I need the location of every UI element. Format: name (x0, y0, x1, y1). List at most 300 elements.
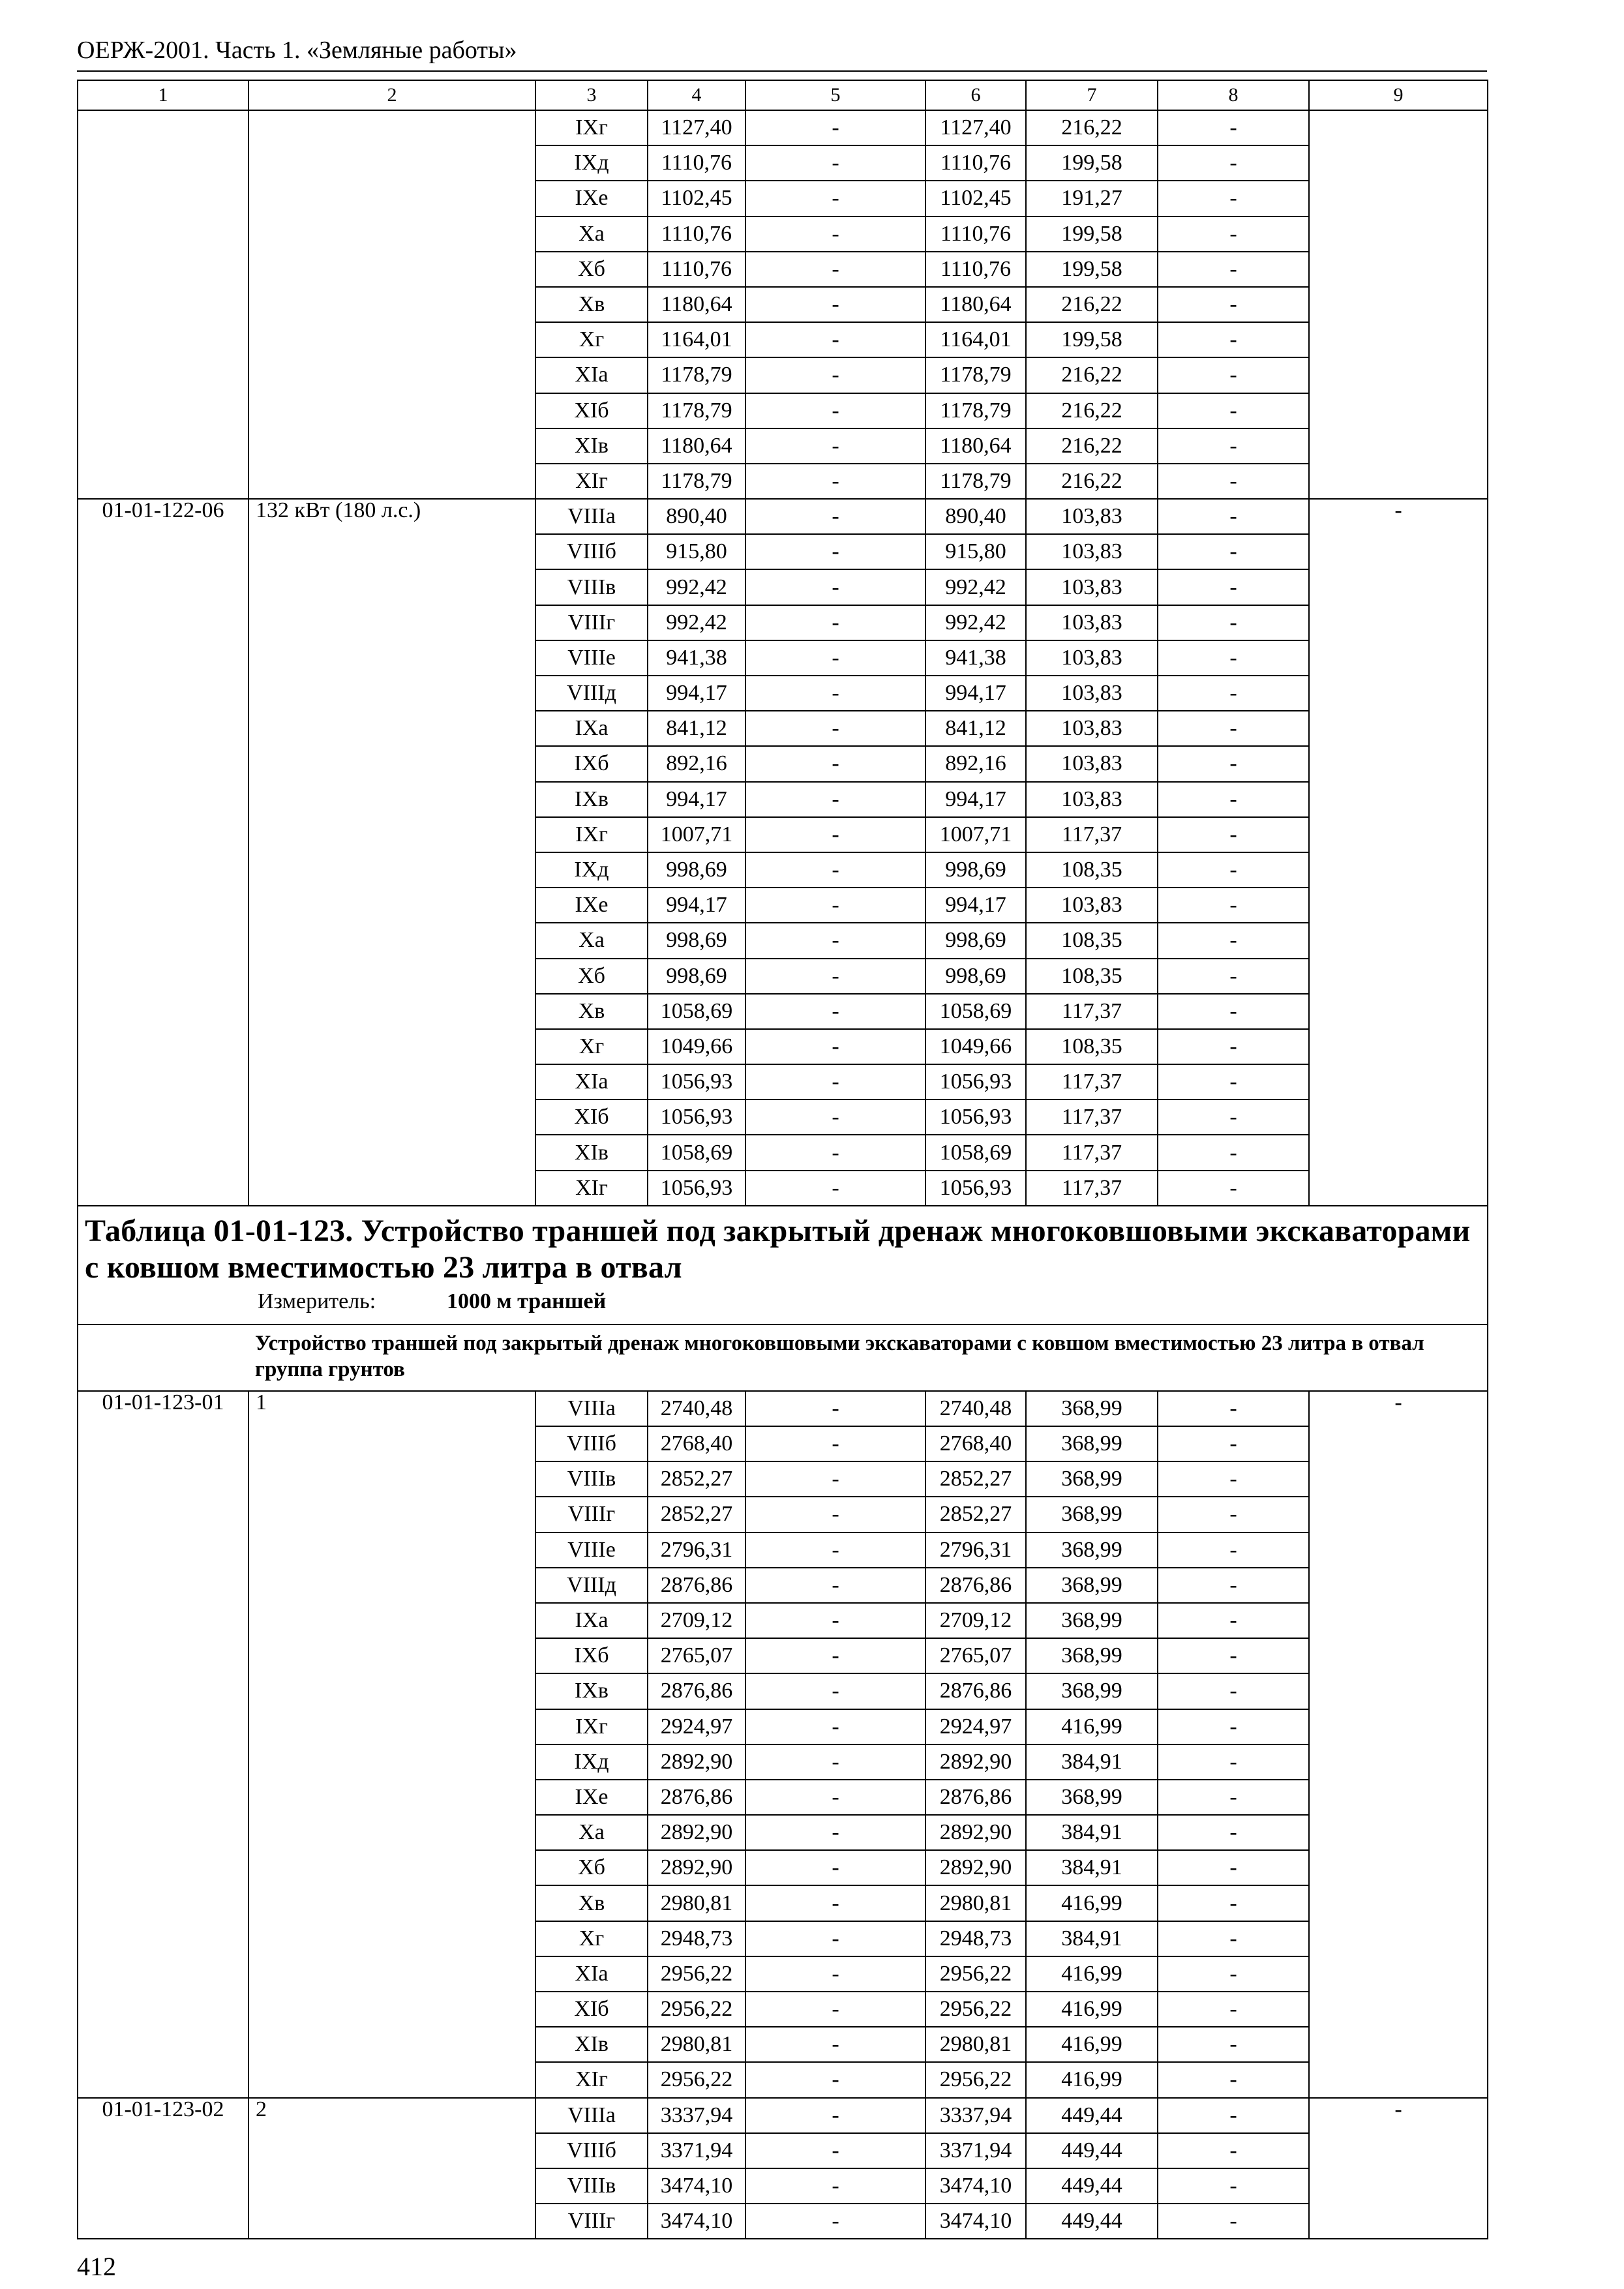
table-cell: 1178,79 (925, 464, 1026, 499)
table-cell: - (745, 923, 925, 958)
table-cell: 216,22 (1026, 357, 1158, 393)
table-cell: - (745, 322, 925, 357)
table-cell: - (1158, 888, 1309, 923)
table-cell: - (745, 1603, 925, 1638)
empty-name-cell (248, 110, 535, 499)
table-cell: IXд (535, 145, 648, 181)
table-cell: 108,35 (1026, 923, 1158, 958)
table-cell: - (745, 1850, 925, 1885)
table-cell: 1180,64 (925, 287, 1026, 322)
meter-label: Измеритель: (258, 1289, 376, 1313)
table-cell: VIIIб (535, 534, 648, 569)
col9-value: - (1309, 499, 1488, 1206)
table-cell: 2876,86 (648, 1568, 745, 1603)
table-cell: 915,80 (925, 534, 1026, 569)
table-cell: - (1158, 1391, 1309, 1426)
table-cell: - (745, 994, 925, 1029)
table-cell: - (745, 217, 925, 252)
table-cell: - (1158, 1064, 1309, 1100)
table-cell: 3474,10 (925, 2168, 1026, 2204)
table-cell: 2740,48 (925, 1391, 1026, 1426)
table-cell: 3337,94 (925, 2098, 1026, 2133)
table-cell: 1058,69 (648, 1135, 745, 1170)
table-cell: Xв (535, 1885, 648, 1921)
rate-code: 01-01-123-01 (78, 1391, 248, 2098)
table-cell: 199,58 (1026, 145, 1158, 181)
rates-table (77, 80, 1488, 2239)
table-cell: 416,99 (1026, 1885, 1158, 1921)
table-cell: 416,99 (1026, 1956, 1158, 1992)
table-cell: Xг (535, 322, 648, 357)
table-cell: - (745, 1568, 925, 1603)
table-cell: - (1158, 1426, 1309, 1461)
table-cell: - (745, 1673, 925, 1709)
table-cell: - (1158, 2027, 1309, 2062)
table-cell: - (1158, 1885, 1309, 1921)
table-cell: 1127,40 (648, 110, 745, 145)
table-cell: - (745, 1638, 925, 1673)
table-cell: - (1158, 1568, 1309, 1603)
table-cell: - (745, 287, 925, 322)
table-cell: VIIIв (535, 569, 648, 605)
table-cell: Xб (535, 1850, 648, 1885)
table-cell: - (745, 817, 925, 852)
column-number-cell: 9 (1309, 80, 1488, 110)
table-cell: - (745, 2204, 925, 2239)
table-cell: 2876,86 (648, 1673, 745, 1709)
empty-col9-cell (1309, 110, 1488, 499)
table-cell: 2956,22 (925, 2062, 1026, 2097)
table-cell: - (745, 252, 925, 287)
table-cell: 1178,79 (925, 357, 1026, 393)
table-cell: 368,99 (1026, 1780, 1158, 1815)
table-cell: 994,17 (925, 888, 1026, 923)
table-cell: - (1158, 1029, 1309, 1064)
table-cell: - (1158, 1673, 1309, 1709)
rate-code: 01-01-122-06 (78, 499, 248, 1206)
table-cell: 2852,27 (648, 1497, 745, 1532)
table-cell: IXе (535, 888, 648, 923)
table-cell: VIIIд (535, 1568, 648, 1603)
table-cell: 384,91 (1026, 1921, 1158, 1956)
table-cell: 2765,07 (925, 1638, 1026, 1673)
table-row (78, 1391, 1488, 1426)
table-cell: - (745, 640, 925, 676)
table-cell: 998,69 (925, 959, 1026, 994)
table-cell: Xа (535, 217, 648, 252)
table-cell: - (745, 1992, 925, 2027)
table-cell: 1056,93 (925, 1171, 1026, 1206)
table-cell: 103,83 (1026, 640, 1158, 676)
table-cell: 2948,73 (925, 1921, 1026, 1956)
table-cell: - (1158, 817, 1309, 852)
table-cell: 915,80 (648, 534, 745, 569)
table-cell: 890,40 (925, 499, 1026, 534)
table-cell: - (745, 1391, 925, 1426)
table-cell: - (745, 357, 925, 393)
table-cell: Xа (535, 1815, 648, 1850)
table-cell: - (1158, 1100, 1309, 1135)
table-cell: 841,12 (648, 711, 745, 746)
table-cell: VIIIб (535, 1426, 648, 1461)
table-cell: - (745, 2027, 925, 2062)
table-cell: 2980,81 (648, 1885, 745, 1921)
table-cell: 384,91 (1026, 1815, 1158, 1850)
table-cell: XIв (535, 2027, 648, 2062)
page-header: ОЕРЖ-2001. Часть 1. «Земляные работы» (77, 37, 517, 64)
table-cell: VIIIв (535, 1461, 648, 1497)
table-cell: 108,35 (1026, 1029, 1158, 1064)
table-cell: XIг (535, 1171, 648, 1206)
table-cell: - (745, 1100, 925, 1135)
rate-name: 2 (248, 2098, 535, 2239)
table-cell: 998,69 (925, 852, 1026, 888)
table-cell: 384,91 (1026, 1744, 1158, 1780)
table-cell: 368,99 (1026, 1603, 1158, 1638)
page-number: 412 (77, 2252, 116, 2281)
table-cell: 1110,76 (648, 252, 745, 287)
table-cell: 2876,86 (648, 1780, 745, 1815)
table-cell: 2796,31 (648, 1533, 745, 1568)
table-cell: 1127,40 (925, 110, 1026, 145)
table-cell: - (745, 1709, 925, 1744)
table-cell: IXг (535, 110, 648, 145)
table-cell: - (745, 1885, 925, 1921)
table-cell: 2892,90 (925, 1815, 1026, 1850)
table-cell: - (745, 1780, 925, 1815)
table-cell: 117,37 (1026, 817, 1158, 852)
table-cell: 892,16 (648, 746, 745, 781)
table-cell: 994,17 (925, 782, 1026, 817)
table-cell: 449,44 (1026, 2098, 1158, 2133)
meter-value: 1000 м траншей (447, 1289, 607, 1313)
table-cell: - (1158, 499, 1309, 534)
table-cell: 103,83 (1026, 499, 1158, 534)
table-cell: - (1158, 217, 1309, 252)
table-cell: 384,91 (1026, 1850, 1158, 1885)
table-cell: 2980,81 (925, 1885, 1026, 1921)
table-cell: VIIIг (535, 605, 648, 640)
table-cell: 2892,90 (648, 1815, 745, 1850)
table-cell: - (745, 428, 925, 464)
table-cell: VIIIв (535, 2168, 648, 2204)
table-cell: 368,99 (1026, 1638, 1158, 1673)
table-cell: 2980,81 (648, 2027, 745, 2062)
table-cell: 941,38 (925, 640, 1026, 676)
table-cell: - (745, 1029, 925, 1064)
table-cell: - (745, 852, 925, 888)
table-cell: - (745, 888, 925, 923)
table-cell: 1056,93 (925, 1064, 1026, 1100)
table-cell: 2892,90 (925, 1744, 1026, 1780)
table-cell: - (745, 464, 925, 499)
table-cell: 1164,01 (648, 322, 745, 357)
table-cell: 1110,76 (925, 252, 1026, 287)
table-cell: - (1158, 534, 1309, 569)
table-cell: 3474,10 (648, 2204, 745, 2239)
table-cell: - (745, 1426, 925, 1461)
table-cell: VIIIа (535, 1391, 648, 1426)
table-cell: - (745, 1744, 925, 1780)
section-title: Таблица 01-01-123. Устройство траншей под закрытый дренаж многоковшовыми экскаваторами с ковшом вместимостью 23 литра в отвал (85, 1213, 1471, 1285)
table-cell: 1056,93 (925, 1100, 1026, 1135)
table-cell: 2768,40 (925, 1426, 1026, 1461)
table-cell: - (745, 2168, 925, 2204)
table-cell: 368,99 (1026, 1568, 1158, 1603)
table-cell: 1056,93 (648, 1064, 745, 1100)
table-cell: 992,42 (648, 569, 745, 605)
table-cell: - (1158, 1461, 1309, 1497)
table-cell: 2892,90 (925, 1850, 1026, 1885)
rate-name: 132 кВт (180 л.с.) (248, 499, 535, 1206)
table-cell: - (745, 959, 925, 994)
table-cell: XIб (535, 393, 648, 428)
table-cell: - (1158, 1744, 1309, 1780)
table-cell: 998,69 (648, 852, 745, 888)
table-cell: IXа (535, 1603, 648, 1638)
table-cell: 3371,94 (925, 2133, 1026, 2168)
table-cell: Xб (535, 252, 648, 287)
table-cell: 2924,97 (648, 1709, 745, 1744)
table-cell: IXд (535, 1744, 648, 1780)
table-cell: 1110,76 (648, 145, 745, 181)
table-cell: 199,58 (1026, 322, 1158, 357)
table-cell: - (1158, 1135, 1309, 1170)
table-cell: 1164,01 (925, 322, 1026, 357)
table-cell: 1180,64 (925, 428, 1026, 464)
table-row (78, 2098, 1488, 2133)
table-cell: IXг (535, 817, 648, 852)
table-cell: 2709,12 (925, 1603, 1026, 1638)
table-cell: IXг (535, 1709, 648, 1744)
table-cell: 2956,22 (925, 1992, 1026, 2027)
meter-line (85, 1289, 1481, 1315)
subheading-empty-cell (78, 1324, 248, 1391)
table-cell: 117,37 (1026, 1135, 1158, 1170)
table-cell: - (1158, 1638, 1309, 1673)
table-cell: 191,27 (1026, 181, 1158, 216)
table-cell: 117,37 (1026, 1171, 1158, 1206)
table-cell: 992,42 (925, 605, 1026, 640)
table-cell: 998,69 (648, 959, 745, 994)
table-cell: - (745, 1135, 925, 1170)
table-cell: 2876,86 (925, 1568, 1026, 1603)
table-cell: - (745, 1461, 925, 1497)
table-cell: 2765,07 (648, 1638, 745, 1673)
table-cell: 2956,22 (648, 1992, 745, 2027)
table-cell: - (1158, 1815, 1309, 1850)
table-cell: 1178,79 (648, 393, 745, 428)
table-cell: 368,99 (1026, 1497, 1158, 1532)
table-cell: 3474,10 (925, 2204, 1026, 2239)
table-cell: 2956,22 (648, 2062, 745, 2097)
table-cell: 2852,27 (925, 1461, 1026, 1497)
header-rule (77, 70, 1487, 72)
table-cell: 108,35 (1026, 959, 1158, 994)
table-cell: 2948,73 (648, 1921, 745, 1956)
table-cell: XIг (535, 2062, 648, 2097)
table-cell: 216,22 (1026, 464, 1158, 499)
table-cell: 449,44 (1026, 2133, 1158, 2168)
table-cell: - (745, 1064, 925, 1100)
table-cell: VIIIе (535, 640, 648, 676)
table-cell: - (745, 110, 925, 145)
table-cell: 1058,69 (925, 1135, 1026, 1170)
table-cell: Xа (535, 923, 648, 958)
table-cell: VIIIд (535, 676, 648, 711)
table-cell: - (1158, 1171, 1309, 1206)
table-cell: - (745, 145, 925, 181)
table-cell: - (745, 2133, 925, 2168)
table-cell: VIIIе (535, 1533, 648, 1568)
table-cell: - (1158, 1603, 1309, 1638)
table-cell: Xв (535, 994, 648, 1029)
table-cell: 368,99 (1026, 1426, 1158, 1461)
table-cell: 1178,79 (648, 357, 745, 393)
table-cell: VIIIг (535, 1497, 648, 1532)
table-cell: 416,99 (1026, 2062, 1158, 2097)
table-cell: 2740,48 (648, 1391, 745, 1426)
table-cell: 1178,79 (925, 393, 1026, 428)
column-number-cell: 2 (248, 80, 535, 110)
table-cell: 1007,71 (648, 817, 745, 852)
table-cell: - (745, 782, 925, 817)
table-cell: 3371,94 (648, 2133, 745, 2168)
table-cell: 416,99 (1026, 1992, 1158, 2027)
table-cell: 103,83 (1026, 746, 1158, 781)
table-cell: 103,83 (1026, 711, 1158, 746)
table-cell: 2924,97 (925, 1709, 1026, 1744)
table-cell: XIг (535, 464, 648, 499)
table-cell: - (745, 711, 925, 746)
table-cell: Xг (535, 1029, 648, 1064)
table-cell: - (1158, 782, 1309, 817)
column-number-row (78, 80, 1488, 110)
table-cell: - (745, 499, 925, 534)
table-cell: 416,99 (1026, 1709, 1158, 1744)
table-cell: - (745, 2062, 925, 2097)
table-cell: 1102,45 (925, 181, 1026, 216)
table-cell: - (1158, 357, 1309, 393)
table-cell: 103,83 (1026, 888, 1158, 923)
table-cell: 1007,71 (925, 817, 1026, 852)
table-cell: 216,22 (1026, 428, 1158, 464)
table-cell: - (1158, 428, 1309, 464)
table-cell: - (745, 534, 925, 569)
table-cell: 998,69 (925, 923, 1026, 958)
table-cell: IXе (535, 181, 648, 216)
table-cell: 416,99 (1026, 2027, 1158, 2062)
table-cell: 2980,81 (925, 2027, 1026, 2062)
table-cell: 890,40 (648, 499, 745, 534)
table-cell: - (1158, 252, 1309, 287)
table-cell: - (1158, 711, 1309, 746)
table-cell: 103,83 (1026, 605, 1158, 640)
table-cell: 368,99 (1026, 1533, 1158, 1568)
table-cell: - (1158, 569, 1309, 605)
table-cell: 2892,90 (648, 1744, 745, 1780)
table-cell: - (745, 746, 925, 781)
table-cell: 216,22 (1026, 110, 1158, 145)
column-number-cell: 6 (925, 80, 1026, 110)
table-cell: VIIIб (535, 2133, 648, 2168)
table-cell: 841,12 (925, 711, 1026, 746)
table-cell: 941,38 (648, 640, 745, 676)
table-cell: 998,69 (648, 923, 745, 958)
table-cell: - (1158, 322, 1309, 357)
subheading: Устройство траншей под закрытый дренаж многоковшовыми экскаваторами с ковшом вместимостью 23 литра в отвал группа грунтов (248, 1324, 1488, 1391)
table-cell: 3474,10 (648, 2168, 745, 2204)
column-number-cell: 7 (1026, 80, 1158, 110)
rate-code: 01-01-123-02 (78, 2098, 248, 2239)
table-cell: 2892,90 (648, 1850, 745, 1885)
column-number-cell: 1 (78, 80, 248, 110)
table-cell: IXа (535, 711, 648, 746)
table-cell: IXд (535, 852, 648, 888)
table-cell: - (745, 676, 925, 711)
table-cell: 1056,93 (648, 1171, 745, 1206)
table-cell: - (745, 1533, 925, 1568)
column-number-cell: 8 (1158, 80, 1309, 110)
table-cell: 2768,40 (648, 1426, 745, 1461)
table-cell: - (745, 181, 925, 216)
table-cell: 103,83 (1026, 534, 1158, 569)
table-cell: - (1158, 923, 1309, 958)
column-number-cell: 4 (648, 80, 745, 110)
section-title-row (78, 1206, 1488, 1324)
table-cell: - (1158, 1709, 1309, 1744)
table-cell: 368,99 (1026, 1391, 1158, 1426)
col9-value: - (1309, 1391, 1488, 2098)
empty-code-cell (78, 110, 248, 499)
table-cell: - (1158, 1497, 1309, 1532)
col9-value: - (1309, 2098, 1488, 2239)
table-cell: - (745, 605, 925, 640)
table-cell: XIб (535, 1992, 648, 2027)
table-cell: VIIIа (535, 2098, 648, 2133)
table-cell: 2852,27 (648, 1461, 745, 1497)
table-cell: 1110,76 (648, 217, 745, 252)
table-cell: 992,42 (925, 569, 1026, 605)
rate-name: 1 (248, 1391, 535, 2098)
table-cell: 2956,22 (925, 1956, 1026, 1992)
table-cell: - (745, 1921, 925, 1956)
table-row (78, 499, 1488, 534)
table-cell: - (745, 2098, 925, 2133)
table-cell: 3337,94 (648, 2098, 745, 2133)
table-cell: - (1158, 110, 1309, 145)
table-cell: 117,37 (1026, 1064, 1158, 1100)
table-cell: 1180,64 (648, 287, 745, 322)
table-cell: 199,58 (1026, 217, 1158, 252)
table-cell: 2876,86 (925, 1780, 1026, 1815)
table-cell: IXе (535, 1780, 648, 1815)
table-cell: Xг (535, 1921, 648, 1956)
table-cell: XIв (535, 428, 648, 464)
table-cell: - (1158, 994, 1309, 1029)
table-cell: 199,58 (1026, 252, 1158, 287)
table-cell: 994,17 (648, 888, 745, 923)
table-cell: 1056,93 (648, 1100, 745, 1135)
table-cell: IXб (535, 746, 648, 781)
column-number-cell: 5 (745, 80, 925, 110)
table-cell: VIIIа (535, 499, 648, 534)
table-cell: - (1158, 959, 1309, 994)
table-cell: 1110,76 (925, 145, 1026, 181)
table-cell: - (1158, 2133, 1309, 2168)
table-cell: - (745, 1956, 925, 1992)
table-cell: - (1158, 2204, 1309, 2239)
